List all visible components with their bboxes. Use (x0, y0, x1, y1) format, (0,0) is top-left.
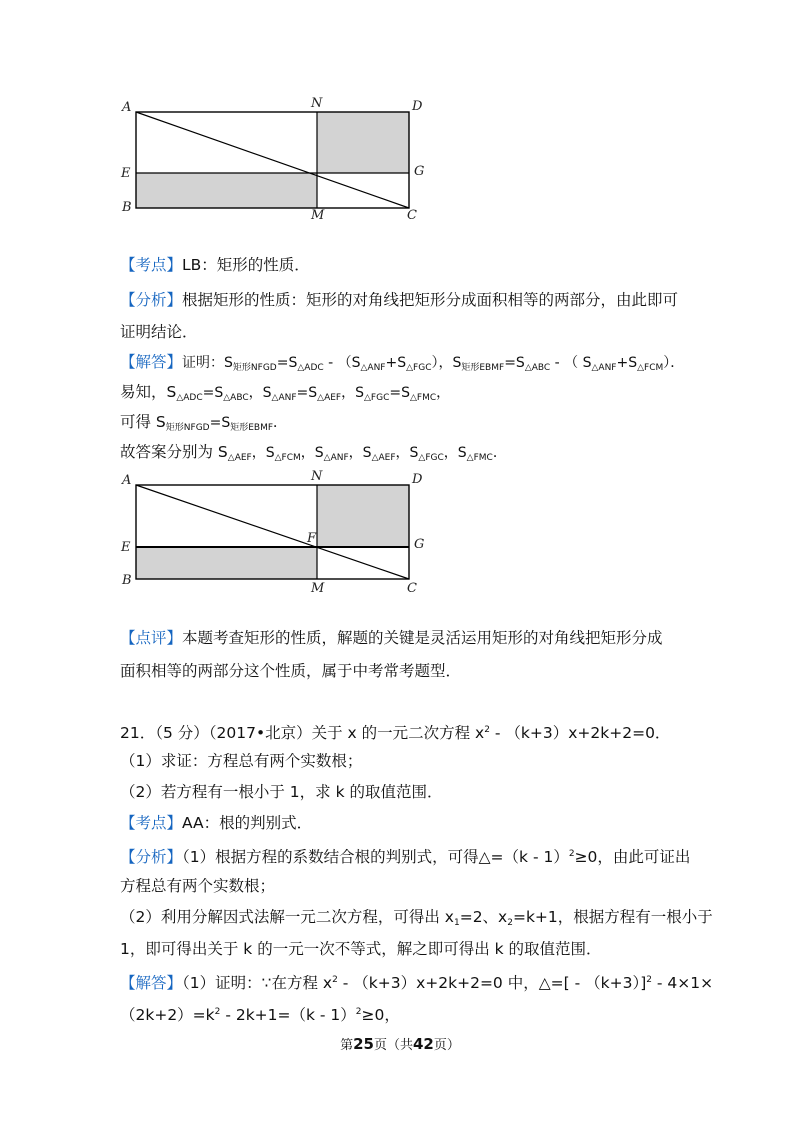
fenxi-1-line2: 证明结论． (120, 323, 198, 341)
t: =S (296, 385, 318, 401)
q21-title (120, 720, 690, 743)
sub: △FMC (466, 453, 493, 463)
t: 易知，S (120, 383, 177, 401)
fenxi-2-line1 (120, 844, 690, 867)
t: =S (209, 415, 231, 431)
sup: 2 (568, 849, 575, 859)
t: 可得 S (120, 413, 166, 431)
t: =S (276, 355, 298, 371)
shaded-rect-nfgd (317, 485, 409, 547)
label-g: G (414, 537, 425, 552)
t: - （k+3）x+2k+2=0 中，△=[ - （k+3）] (337, 974, 647, 992)
sub: △FGC (418, 453, 444, 463)
label-f: F (307, 531, 317, 546)
q21-part2: （2）若方程有一根小于 1，求 k 的取值范围． (120, 783, 443, 801)
sub: △FMC (410, 393, 437, 403)
sup: 2 (484, 725, 490, 735)
jieda-1-line1 (120, 352, 690, 378)
sub: 1 (453, 918, 460, 928)
tag-fenxi: 【分析】 (120, 291, 183, 309)
t: ），S (431, 355, 462, 371)
t: 本题考查矩形的性质，解题的关键是灵活运用矩形的对角线把矩形分成 (182, 629, 663, 647)
t: ，S (300, 445, 324, 461)
sub: △ANF (360, 363, 386, 373)
sup: 2 (646, 975, 652, 985)
tag-fenxi: 【分析】 (120, 848, 183, 866)
fenxi-2-line3 (120, 907, 713, 933)
sub: △AEF (371, 453, 396, 463)
label-m: M (311, 208, 325, 220)
sub: △ADC (176, 393, 203, 403)
label-a: A (122, 473, 132, 488)
sub: △FCM (274, 453, 301, 463)
kaodian-1 (120, 255, 690, 275)
figure-rectangle-2 (118, 468, 428, 593)
t: 证明：S (182, 355, 233, 371)
t: ，S (251, 445, 275, 461)
jieda-2-line2 (120, 1002, 690, 1025)
sub: 矩形NFGD (165, 423, 210, 433)
fenxi-2-line2: 方程总有两个实数根； (120, 877, 276, 895)
sub: 2 (507, 918, 513, 928)
t: （2k+2）=k (120, 1006, 215, 1024)
t: +S (616, 355, 638, 371)
sub: △ANF (323, 453, 349, 463)
t: =2、x (459, 908, 508, 926)
label-m: M (311, 581, 325, 593)
sub: △FGC (406, 363, 432, 373)
sub: △ANF (271, 393, 297, 403)
t: =S (389, 385, 410, 401)
t: ， (436, 385, 451, 401)
t: 页） (433, 1038, 460, 1053)
page-footer (0, 1034, 800, 1053)
label-d: D (412, 99, 423, 114)
fenxi-2-line4: 1，即可得出关于 k 的一元一次不等式，解之即可得出 k 的取值范围． (120, 940, 602, 958)
sub: △ABC (223, 393, 249, 403)
t: ≥0， (361, 1006, 400, 1024)
kede-line (120, 412, 690, 438)
sub: △ADC (297, 363, 324, 373)
t: ≥0，由此可证出 (574, 848, 691, 866)
t: AA：根的判别式． (182, 814, 313, 832)
sub: 矩形EBMF (230, 423, 274, 433)
t: ，S (341, 385, 365, 401)
t: ． (273, 415, 288, 431)
tag-kaodian: 【考点】 (120, 814, 183, 832)
tag-jieda: 【解答】 (120, 353, 183, 371)
t: +S (385, 355, 407, 371)
t: 21．（5 分）（2017•北京）关于 x 的一元二次方程 x (120, 724, 485, 742)
t: - 2k+1=（k - 1） (220, 1006, 356, 1024)
label-n: N (311, 469, 323, 484)
label-c: C (407, 581, 417, 593)
sub: △AEF (227, 453, 252, 463)
sub: △FGC (364, 393, 390, 403)
shaded-rect-nfgd (317, 112, 409, 173)
shaded-rect-ebmf (136, 547, 317, 579)
label-n: N (311, 96, 323, 111)
t: ，S (248, 385, 272, 401)
label-e: E (121, 166, 131, 181)
t: 第 (340, 1038, 354, 1053)
label-b: B (122, 573, 132, 588)
t: ，S (443, 445, 467, 461)
t: ． (492, 445, 507, 461)
t: - 4×1× (651, 974, 714, 992)
kaodian-text: LB：矩形的性质． (182, 256, 310, 274)
sub: △ANF (591, 363, 617, 373)
t: - （k+3）x+2k+2=0． (489, 724, 671, 742)
t: =S (504, 355, 525, 371)
dianping-line2: 面积相等的两部分这个性质，属于中考常考题型． (120, 662, 462, 680)
sup: 2 (214, 1007, 221, 1017)
sup: 2 (332, 975, 338, 985)
page-number: 25 (353, 1035, 374, 1053)
yizhi-line (120, 382, 690, 408)
fenxi-1-line1 (120, 290, 690, 310)
t: - （ S (550, 355, 592, 371)
t: - （S (323, 355, 361, 371)
tag-dianping: 【点评】 (120, 629, 183, 647)
label-g: G (414, 164, 425, 179)
figure-rectangle-1 (118, 95, 428, 220)
label-b: B (122, 200, 132, 215)
t: ，S (348, 445, 372, 461)
label-a: A (122, 100, 132, 115)
label-d: D (412, 472, 423, 487)
sup: 2 (355, 1007, 362, 1017)
t: （2）利用分解因式法解一元二次方程，可得出 x (120, 908, 454, 926)
dianping-line1 (120, 628, 690, 648)
jieda-2-line1 (120, 970, 714, 993)
sub: 矩形NFGD (232, 363, 277, 373)
t: 页（共 (373, 1038, 413, 1053)
label-e: E (121, 540, 131, 555)
t: 故答案分别为 S (120, 443, 228, 461)
sub: △FCM (637, 363, 664, 373)
answer-line (120, 442, 690, 468)
label-c: C (407, 208, 417, 220)
fenxi-text: 根据矩形的性质：矩形的对角线把矩形分成面积相等的两部分，由此即可 (182, 291, 679, 309)
shaded-rect-ebmf (136, 173, 317, 208)
t: ）． (663, 355, 685, 371)
t: （1）证明：∵在方程 x (182, 974, 333, 992)
tag-kaodian: 【考点】 (120, 256, 183, 274)
t: =S (202, 385, 224, 401)
q21-part1: （1）求证：方程总有两个实数根； (120, 752, 363, 770)
sub: △AEF (317, 393, 342, 403)
sub: △ABC (524, 363, 551, 373)
total-pages: 42 (413, 1035, 434, 1053)
sub: 矩形EBMF (461, 363, 505, 373)
tag-jieda: 【解答】 (120, 974, 183, 992)
t: （1）根据方程的系数结合根的判别式，可得△=（k - 1） (182, 848, 569, 866)
t: ，S (395, 445, 419, 461)
kaodian-2 (120, 813, 690, 833)
t: =k+1，根据方程有一根小于 (512, 908, 713, 926)
